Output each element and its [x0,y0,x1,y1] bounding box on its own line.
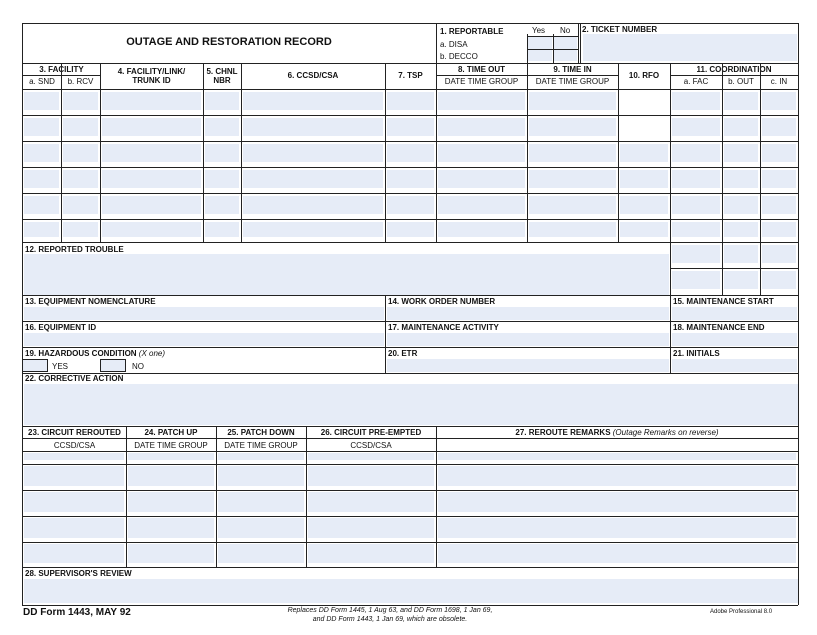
rule-line [618,89,619,242]
grid-cell[interactable] [102,118,201,136]
grid-cell[interactable] [438,144,525,162]
hazardous-no-checkbox[interactable] [100,359,126,372]
chnl-header-line1: 5. CHNL [206,67,238,76]
out-header: b. OUT [728,77,754,86]
rule-line [798,23,799,605]
rule-line [126,426,127,567]
rule-line [722,89,723,242]
rule-line [22,542,798,543]
rule-line [22,193,798,194]
trunk-header-line1: 4. FACILITY/LINK/ [117,67,186,76]
patch-up-dtg-header: DATE TIME GROUP [134,441,208,450]
bottom-cell[interactable] [128,492,214,512]
reroute-remarks-header [436,428,798,437]
rule-line [22,567,798,568]
rerouted-ccsd-header: CCSD/CSA [53,441,96,450]
equipment-nomenclature-label: 13. EQUIPMENT NOMENCLATURE [25,297,156,306]
grid-cell[interactable] [243,222,383,237]
circuit-preempted-header: 26. CIRCUIT PRE-EMPTED [320,428,422,437]
rule-line [527,36,578,37]
decco-no-checkbox[interactable] [554,50,577,61]
rule-line [760,63,761,89]
rule-line [241,89,242,242]
maintenance-end-input[interactable] [672,333,797,346]
tsp-header: 7. TSP [398,71,423,80]
grid-cell[interactable] [205,196,239,214]
time-in-dtg-header: DATE TIME GROUP [535,77,610,86]
etr-label: 20. ETR [388,349,418,358]
reportable-disa-label: a. DISA [440,40,468,49]
grid-cell[interactable] [387,222,434,237]
grid-cell[interactable] [762,196,796,214]
bottom-cell[interactable] [438,492,796,512]
maintenance-start-label: 15. MAINTENANCE START [673,297,774,306]
replaces-note-line2: and DD Form 1443, 1 Jan 69, which are obsolete. [312,616,468,623]
preempted-ccsd-header: CCSD/CSA [350,441,392,450]
rule-line [100,89,101,242]
software-note: Adobe Professional 8.0 [710,609,773,615]
rule-line [22,63,798,64]
bottom-cell[interactable] [308,518,434,538]
hazardous-yes-checkbox[interactable] [22,359,48,372]
rule-line [22,23,798,24]
grid-cell[interactable] [63,170,98,188]
rfo-header: 10. RFO [628,71,660,80]
snd-header: a. SND [29,77,55,86]
ccsd-header: 6. CCSD/CSA [287,71,339,80]
grid-cell[interactable] [620,196,668,214]
rule-line [436,63,437,89]
rcv-header: b. RCV [67,77,94,86]
disa-yes-checkbox[interactable] [528,37,552,49]
bottom-cell[interactable] [128,466,214,486]
rule-line [22,426,798,427]
grid-cell[interactable] [762,222,796,237]
grid-cell[interactable] [205,144,239,162]
etr-input[interactable] [387,359,669,372]
rule-line [436,23,437,63]
hazardous-condition-note: (X one) [138,349,166,358]
rule-line [22,490,798,491]
bottom-cell[interactable] [308,453,434,460]
rule-line [618,63,619,89]
bottom-cell[interactable] [128,518,214,538]
rule-line [578,23,579,63]
decco-yes-checkbox[interactable] [528,50,552,61]
work-order-input[interactable] [387,307,669,320]
corrective-action-input[interactable] [24,384,798,425]
grid-cell[interactable] [63,92,98,110]
rule-line [22,242,798,243]
reported-trouble-input[interactable] [24,254,669,295]
coord-cell[interactable] [724,245,758,263]
rule-line [527,89,528,242]
grid-cell[interactable] [724,118,758,136]
reportable-yes-header: Yes [532,26,546,35]
bottom-cell[interactable] [308,492,434,512]
grid-cell[interactable] [438,118,525,136]
reroute-remarks-title: 27. REROUTE REMARKS [515,428,611,437]
work-order-label: 14. WORK ORDER NUMBER [388,297,496,306]
grid-cell[interactable] [438,196,525,214]
hazardous-no-label: NO [132,362,144,371]
grid-cell[interactable] [63,222,98,237]
maintenance-start-input[interactable] [672,307,797,320]
coord-cell[interactable] [762,271,796,289]
equipment-nomenclature-input[interactable] [24,307,384,320]
rule-line [670,75,798,76]
grid-cell[interactable] [102,144,201,162]
rule-line [385,89,386,242]
bottom-cell[interactable] [24,518,124,538]
grid-cell[interactable] [205,92,239,110]
grid-cell[interactable] [762,144,796,162]
rule-line [22,438,798,439]
rule-line [22,115,798,116]
grid-cell[interactable] [102,222,201,237]
grid-cell[interactable] [63,118,98,136]
rule-line [61,63,62,89]
grid-cell[interactable] [529,92,616,110]
reported-trouble-label: 12. REPORTED TROUBLE [25,245,124,254]
facility-header: 3. FACILITY [39,65,84,74]
disa-no-checkbox[interactable] [554,37,577,49]
bottom-cell[interactable] [438,466,796,486]
grid-cell[interactable] [387,196,434,214]
coord-cell[interactable] [724,271,758,289]
rule-line [527,63,528,89]
grid-cell[interactable] [620,222,668,237]
ticket-number-input[interactable] [583,34,797,61]
bottom-cell[interactable] [24,544,124,563]
grid-cell[interactable] [724,196,758,214]
grid-cell[interactable] [620,144,668,162]
rule-line [385,63,386,89]
rule-line [100,63,101,89]
rule-line [436,426,437,567]
grid-cell[interactable] [529,170,616,188]
bottom-cell[interactable] [24,466,124,486]
rule-line [22,219,798,220]
grid-cell[interactable] [24,92,59,110]
grid-cell[interactable] [724,92,758,110]
grid-cell[interactable] [243,92,383,110]
grid-cell[interactable] [387,118,434,136]
rule-line [670,63,671,89]
coord-cell[interactable] [672,271,720,289]
rule-line [670,268,798,269]
coord-cell[interactable] [762,245,796,263]
time-in-header: 9. TIME IN [553,65,592,74]
maintenance-activity-input[interactable] [387,333,669,346]
bottom-cell[interactable] [24,492,124,512]
grid-cell[interactable] [724,170,758,188]
trunk-header-line2: TRUNK ID [132,76,171,85]
grid-cell[interactable] [672,118,720,136]
rule-line [22,89,798,90]
coordination-header: 11. COORDINATION [696,65,772,74]
rule-line [22,451,798,452]
form-number: DD Form 1443, MAY 92 [23,607,131,618]
rule-line [22,23,23,605]
grid-cell[interactable] [243,144,383,162]
maintenance-activity-label: 17. MAINTENANCE ACTIVITY [388,323,499,332]
hazardous-yes-label: YES [52,362,69,371]
rule-line [527,49,578,50]
grid-cell[interactable] [438,222,525,237]
rule-line [22,167,798,168]
grid-cell[interactable] [724,222,758,237]
hazardous-condition-title: 19. HAZARDOUS CONDITION [25,349,137,358]
grid-cell[interactable] [529,144,616,162]
grid-cell[interactable] [243,170,383,188]
rule-line [22,295,798,296]
rule-line [670,295,671,373]
bottom-cell[interactable] [218,492,304,512]
fac-header: a. FAC [683,77,709,86]
rule-line [670,89,671,242]
grid-cell[interactable] [529,118,616,136]
ticket-number-label: 2. TICKET NUMBER [582,25,658,34]
grid-cell[interactable] [243,118,383,136]
grid-cell[interactable] [63,196,98,214]
reportable-label: 1. REPORTABLE [440,27,504,36]
grid-cell[interactable] [102,196,201,214]
initials-input[interactable] [672,359,797,372]
grid-cell[interactable] [243,196,383,214]
patch-up-header: 24. PATCH UP [144,428,198,437]
rule-line [722,63,723,89]
grid-cell[interactable] [24,170,59,188]
grid-cell[interactable] [529,222,616,237]
rule-line [22,347,798,348]
replaces-note-line1: Replaces DD Form 1445, 1 Aug 63, and DD Form 1698, 1 Jan 69, [287,607,493,614]
grid-cell[interactable] [63,144,98,162]
grid-cell[interactable] [724,144,758,162]
grid-cell[interactable] [438,92,525,110]
bottom-cell[interactable] [438,544,796,563]
rule-line [22,141,798,142]
rule-line [22,75,100,76]
reportable-no-header: No [560,26,571,35]
grid-cell[interactable] [762,118,796,136]
reroute-remarks-note: (Outage Remarks on reverse) [612,428,719,437]
maintenance-end-label: 18. MAINTENANCE END [673,323,765,332]
grid-cell[interactable] [672,170,720,188]
rule-line [203,63,204,89]
coord-cell[interactable] [672,245,720,263]
bottom-cell[interactable] [308,466,434,486]
grid-cell[interactable] [24,222,59,237]
form-title: OUTAGE AND RESTORATION RECORD [126,36,332,48]
grid-cell[interactable] [102,92,201,110]
bottom-cell[interactable] [218,544,304,563]
time-out-dtg-header: DATE TIME GROUP [444,77,519,86]
rule-line [22,605,798,606]
reportable-decco-label: b. DECCO [440,52,478,61]
hazardous-condition-label [25,349,165,358]
chnl-header-line2: NBR [213,76,231,85]
grid-cell[interactable] [672,92,720,110]
corrective-action-label: 22. CORRECTIVE ACTION [25,374,124,383]
bottom-cell[interactable] [218,453,304,460]
rule-line [203,89,204,242]
time-out-header: 8. TIME OUT [457,65,506,74]
rule-line [580,23,581,63]
bottom-cell[interactable] [128,544,214,563]
rule-line [22,373,798,374]
grid-cell[interactable] [387,170,434,188]
equipment-id-label: 16. EQUIPMENT ID [25,323,97,332]
rule-line [436,75,618,76]
rule-line [22,321,798,322]
rule-line [760,89,761,242]
grid-cell[interactable] [672,196,720,214]
rule-line [216,426,217,567]
supervisor-review-label: 28. SUPERVISOR'S REVIEW [25,569,132,578]
bottom-cell[interactable] [438,453,796,460]
grid-cell[interactable] [529,196,616,214]
bottom-cell[interactable] [218,466,304,486]
grid-cell[interactable] [387,144,434,162]
bottom-cell[interactable] [218,518,304,538]
grid-cell[interactable] [762,92,796,110]
rule-line [22,464,798,465]
bottom-cell[interactable] [128,453,214,460]
grid-cell[interactable] [438,170,525,188]
patch-down-dtg-header: DATE TIME GROUP [224,441,298,450]
grid-cell[interactable] [24,196,59,214]
circuit-rerouted-header: 23. CIRCUIT REROUTED [28,428,121,437]
rule-line [241,63,242,89]
grid-cell[interactable] [205,222,239,237]
rule-line [61,89,62,242]
grid-cell[interactable] [102,170,201,188]
rule-line [436,89,437,242]
bottom-cell[interactable] [308,544,434,563]
grid-cell[interactable] [672,222,720,237]
bottom-cell[interactable] [438,518,796,538]
grid-cell[interactable] [24,144,59,162]
equipment-id-input[interactable] [24,333,384,346]
grid-cell[interactable] [387,92,434,110]
grid-cell[interactable] [205,170,239,188]
in-header: c. IN [770,77,788,86]
grid-cell[interactable] [205,118,239,136]
grid-cell[interactable] [24,118,59,136]
initials-label: 21. INITIALS [673,349,720,358]
grid-cell[interactable] [672,144,720,162]
patch-down-header: 25. PATCH DOWN [227,428,295,437]
rule-line [385,295,386,373]
rule-line [22,516,798,517]
grid-cell[interactable] [762,170,796,188]
rule-line [306,426,307,567]
supervisor-review-input[interactable] [24,579,798,603]
bottom-cell[interactable] [24,453,124,460]
grid-cell[interactable] [620,170,668,188]
